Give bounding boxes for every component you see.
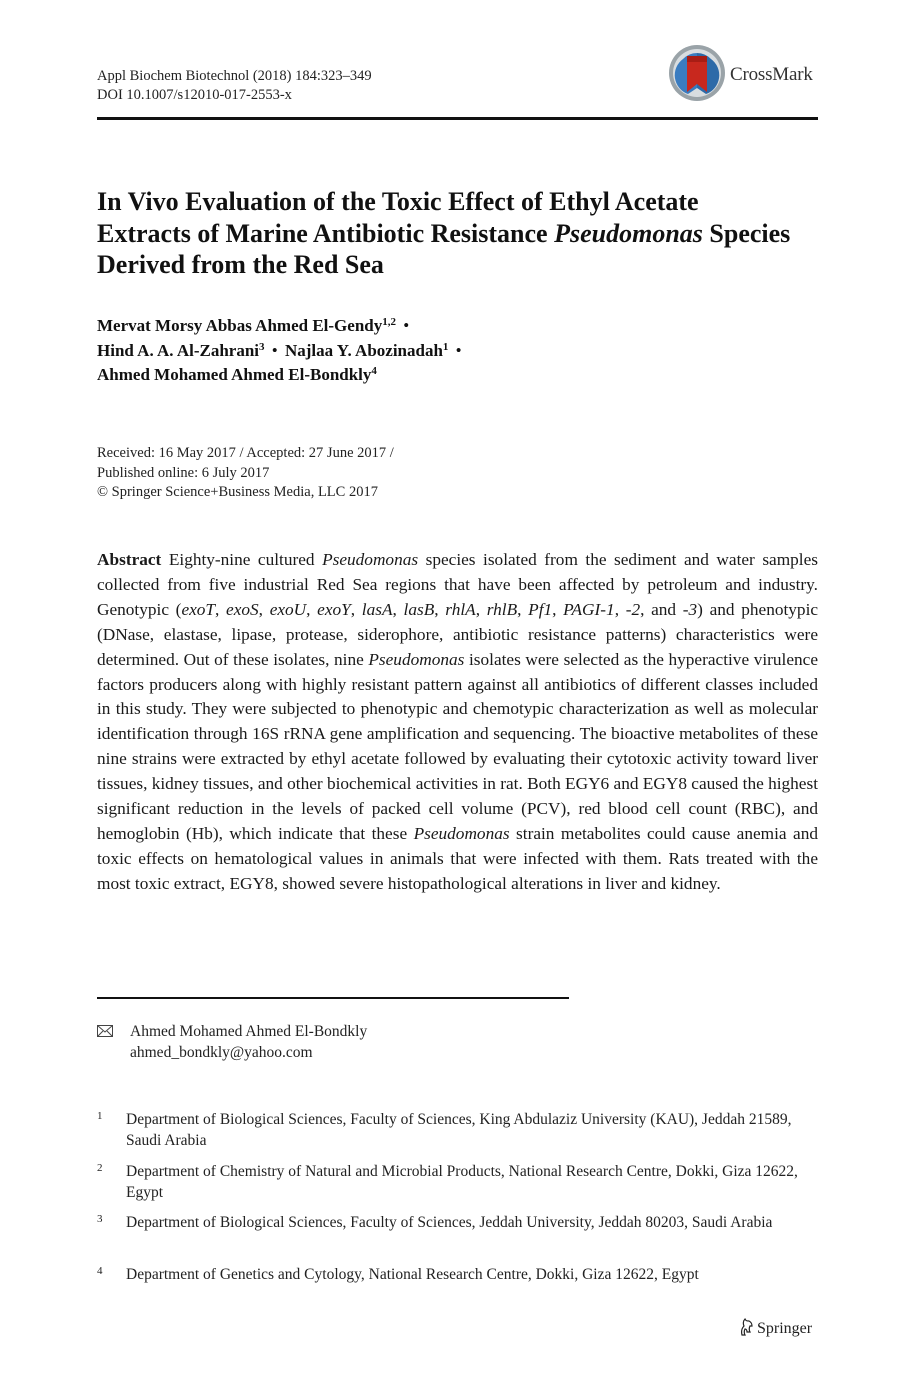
gene-name: PAGI-1 — [563, 599, 615, 619]
email-link[interactable]: ahmed_bondkly@yahoo.com — [130, 1043, 313, 1061]
abstract-text: strain metabolites could cause anemia and toxic effects on hematological values in animals that were infected with them. Rats treated with the most toxic extract, EGY8, showed severe histopathological alterations in liver and kidney. — [97, 823, 818, 893]
springer-horse-icon — [738, 1318, 754, 1336]
gene-name: rhlA — [445, 599, 476, 619]
author-line — [97, 314, 817, 339]
crossmark-label: CrossMark — [730, 64, 813, 85]
affiliation — [97, 1265, 817, 1286]
author-line — [97, 363, 817, 388]
affiliation — [97, 1162, 817, 1203]
abstract-text: , and - — [640, 599, 689, 619]
gene-name: 3 — [688, 599, 698, 619]
gene-name: Pf1 — [528, 599, 553, 619]
crossmark-badge[interactable] — [668, 44, 820, 104]
abstract-text: Eighty-nine cultured — [161, 550, 323, 569]
gene-name: exoS — [226, 599, 259, 619]
author-name[interactable]: Mervat Morsy Abbas Ahmed El-Gendy — [97, 316, 383, 335]
title-genus: Pseudomonas — [554, 218, 703, 248]
author-separator: • — [455, 340, 462, 360]
gene-name: lasA — [361, 599, 393, 619]
crossmark-icon — [668, 44, 726, 102]
affiliation-text: Department of Chemistry of Natural and Microbial Products, National Research Centre, Dokki, Giza 12622, Egypt — [126, 1163, 798, 1201]
doi[interactable]: DOI 10.1007/s12010-017-2553-x — [97, 87, 292, 103]
journal-reference: Appl Biochem Biotechnol (2018) 184:323–349 — [97, 68, 372, 84]
author-affiliation: 4 — [371, 365, 377, 377]
author-name[interactable]: Ahmed Mohamed Ahmed El-Bondkly — [97, 365, 372, 384]
gene-name: rhlB — [486, 599, 518, 619]
publisher-logo — [738, 1318, 812, 1338]
header-rule — [97, 117, 818, 120]
affiliation-number: 3 — [97, 1213, 103, 1225]
abstract-text: ) and phenotypic (DNase, elastase, lipase, protease, siderophore, antibiotic resistance patterns) characteristics were determined. Out of these isolates, nine — [97, 599, 819, 669]
corresponding-author: Ahmed Mohamed Ahmed El-Bondkly — [130, 1023, 368, 1040]
affiliation-text: Department of Genetics and Cytology, National Research Centre, Dokki, Giza 12622, Egypt — [126, 1266, 699, 1283]
title-text: In Vivo Evaluation of the Toxic Effect of Ethyl Acetate Extracts of Marine Antibiotic Resistance — [97, 187, 699, 248]
publisher-name: Springer — [757, 1320, 813, 1337]
affiliation-number: 1 — [97, 1110, 103, 1122]
affiliation — [97, 1110, 817, 1151]
author-list — [97, 314, 817, 388]
gene-name: exoT — [181, 599, 216, 619]
author-separator: • — [403, 316, 410, 335]
copyright: © Springer Science+Business Media, LLC 2017 — [97, 484, 378, 500]
author-name[interactable]: Hind A. A. Al-Zahrani — [97, 340, 260, 360]
author-affiliation: 1 — [442, 340, 449, 353]
publication-dates — [97, 444, 597, 503]
correspondence — [97, 1022, 367, 1063]
affiliation-text: Department of Biological Sciences, Faculty of Sciences, Jeddah University, Jeddah 80203, Saudi Arabia — [126, 1214, 773, 1231]
genus-name: Pseudomonas — [322, 550, 419, 569]
received-accepted: Received: 16 May 2017 / Accepted: 27 June 2017 / — [97, 445, 394, 461]
gene-name: -2 — [625, 599, 641, 619]
gene-name: exoU — [269, 599, 307, 619]
published-online: Published online: 6 July 2017 — [97, 464, 270, 481]
article-title — [97, 186, 797, 281]
gene-name: lasB — [403, 599, 435, 619]
affiliation-number: 2 — [97, 1162, 103, 1174]
affiliation-number: 4 — [97, 1265, 103, 1277]
envelope-icon — [97, 1025, 113, 1037]
abstract-text: species isolated from the sediment and water samples collected from five industrial Red Sea regions that have been affected by petroleum and industry. Genotypic ( — [97, 550, 818, 619]
author-affiliation: 1,2 — [382, 316, 396, 328]
abstract: Abstract Eighty-nine cultured Pseudomonas species isolated from the sediment and water samples collected from five industrial Red Sea regions that have been affected by petroleum and industry. Genotypic (exoT, exoS, exoU, exoY, lasA, lasB, rhlA, rhlB, Pf1, PAGI-1, -2, and -3) and phenotypic (DNase, elastase, lipase, protease, siderophore, antibiotic resistance patterns) characteristics were determined. Out of these isolates, nine Pseudomonas isolates were selected as the hyperactive virulence factors producers along with highly resistant pattern against all antibiotics of different classes included in this study. They were subjected to phenotypic and chemotypic characterization as well as molecular identification through 16S rRNA gene amplification and sequencing. The bioactive metabolites of these nine strains were extracted by ethyl acetate followed by evaluating their cytotoxic activity toward liver tissues, kidney tissues, and other biochemical activities in rat. Both EGY6 and EGY8 caused the highest significant reduction in the levels of packed cell volume (PCV), red blood cell count (RBC), and hemoglobin (Hb), which indicate that these Pseudomonas strain metabolites could cause anemia and toxic effects on hematological values in animals that were infected with them. Rats treated with the most toxic extract, EGY8, showed severe histopathological alterations in liver and kidney. — [97, 550, 819, 893]
abstract-text: isolates were selected as the hyperactive virulence factors producers along with highly resistant pattern against all antibiotics of different classes included in this study. They were subjected to phenotypic and chemotypic characterization as well as molecular identification through 16S rRNA gene amplification and sequencing. The bioactive metabolites of these nine strains were extracted by ethyl acetate followed by evaluating their cytotoxic activity toward liver tissues, kidney tissues, and other biochemical activities in rat. Both EGY6 and EGY8 caused the highest significant reduction in the levels of packed cell volume (PCV), red blood cell count (RBC), and hemoglobin (Hb), which indicate that these — [97, 649, 818, 843]
author-affiliation: 3 — [259, 340, 265, 353]
footnote-rule — [97, 997, 569, 999]
title-text-end: Species Derived from the Red Sea — [97, 218, 791, 279]
affiliation-text: Department of Biological Sciences, Faculty of Sciences, King Abdulaziz University (KAU), Jeddah 21589, Saudi Arabia — [126, 1111, 792, 1149]
abstract-label: Abstract — [97, 550, 162, 569]
author-line — [97, 339, 817, 364]
journal-citation — [97, 67, 372, 105]
genus-name: Pseudomonas — [368, 649, 465, 669]
author-separator: • — [271, 340, 278, 360]
author-name[interactable]: Najlaa Y. Abozinadah — [284, 340, 443, 360]
affiliation — [97, 1213, 817, 1234]
genus-name: Pseudomonas — [413, 823, 510, 843]
gene-name: exoY — [317, 599, 351, 619]
